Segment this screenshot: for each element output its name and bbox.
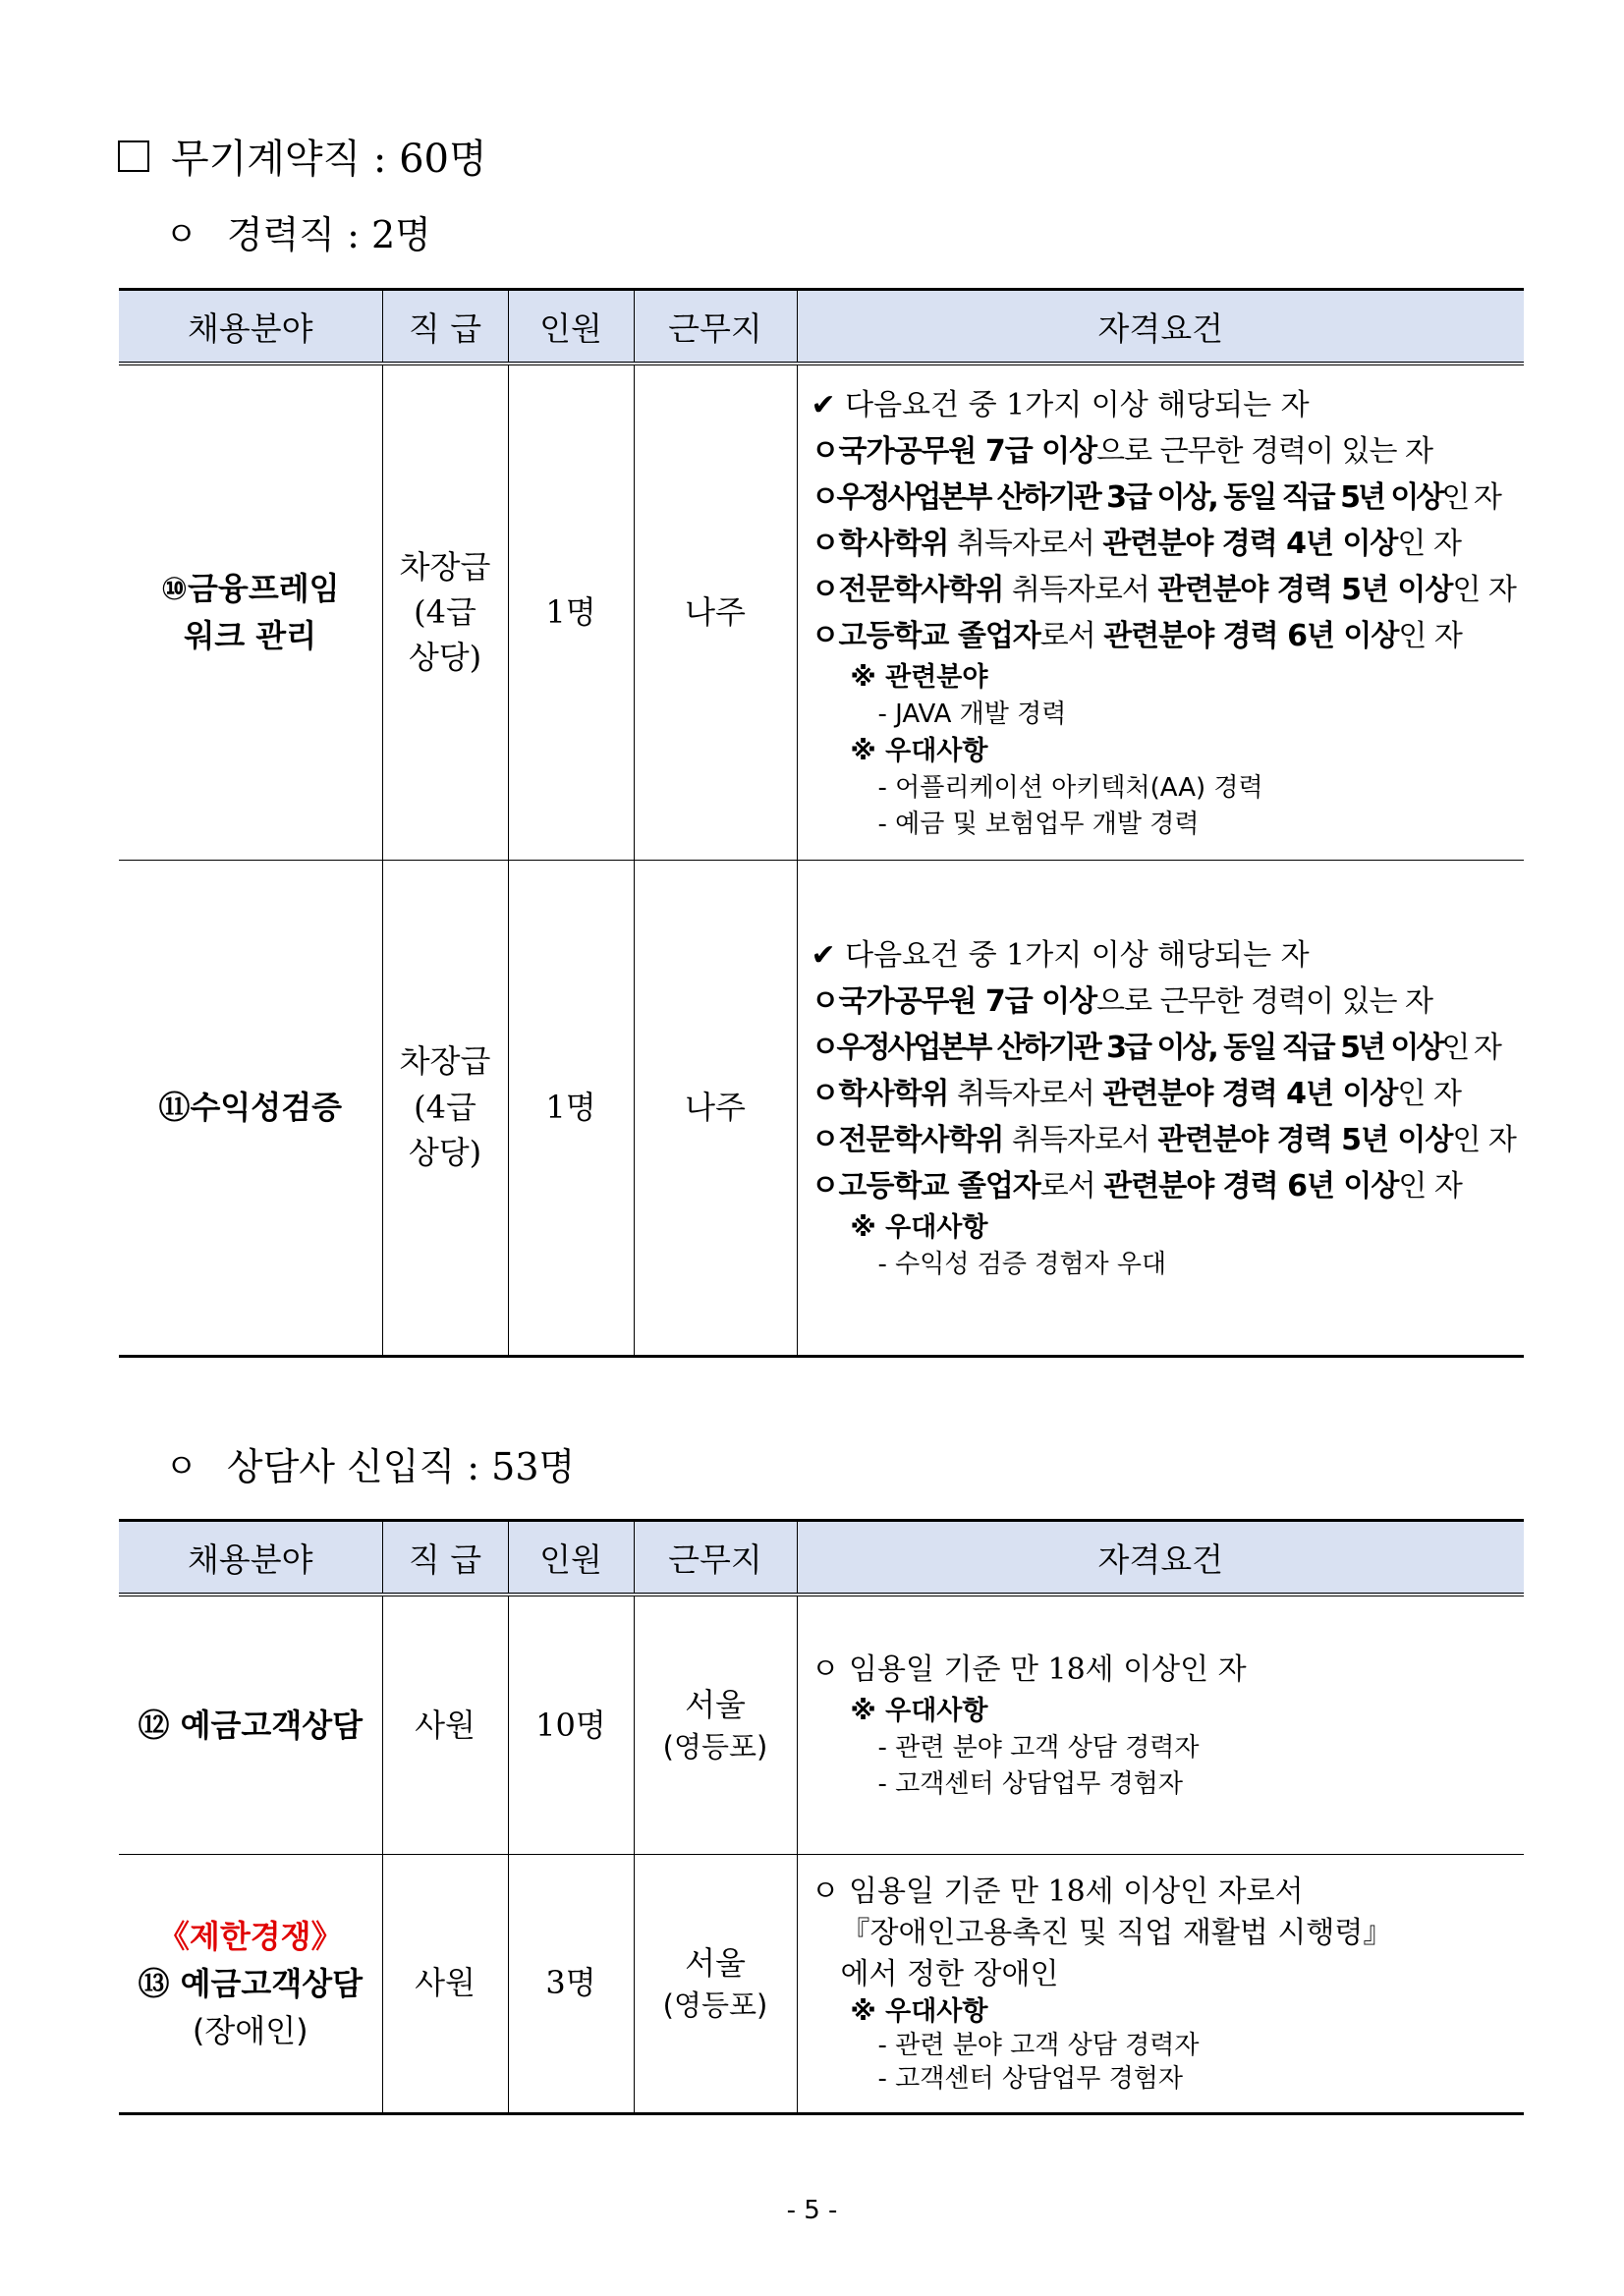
- header-field: 채용분야: [119, 1521, 382, 1596]
- subsection-heading-counselor: [165, 1436, 575, 1490]
- subsection-heading-text: 경력직 : 2명: [226, 213, 431, 256]
- grade-text: 차장급: [399, 1042, 491, 1081]
- grade-cell: 사원: [382, 1854, 508, 2113]
- header-location: 근무지: [634, 1521, 797, 1596]
- grade-text: 차장급: [399, 547, 491, 586]
- counselor-table: [119, 1519, 1524, 2115]
- field-cell: [119, 364, 382, 860]
- count-cell: 1명: [508, 364, 634, 860]
- grade-text-line3: 상당): [408, 1134, 482, 1172]
- table-row: [119, 1595, 1524, 1854]
- experienced-table: [119, 288, 1524, 1358]
- note-heading: ※ 우대사항: [850, 1211, 988, 1243]
- qualifications-cell: [797, 364, 1524, 860]
- header-count: 인원: [508, 1521, 634, 1596]
- note-item: - 관련 분야 고객 상담 경력자: [877, 1733, 1200, 1764]
- location-text-line2: (영등포): [662, 1988, 768, 2022]
- requirement-item: ㅇ고등학교 졸업자로서 관련분야 경력 6년 이상인 자: [811, 618, 1462, 653]
- note-item: - 어플리케이션 아키텍처(AA) 경력: [877, 772, 1263, 803]
- field-cell: ⑫ 예금고객상담: [119, 1595, 382, 1854]
- requirement-item: ㅇ국가공무원 7급 이상으로 근무한 경력이 있는 자: [811, 983, 1433, 1019]
- grade-cell: [382, 364, 508, 860]
- requirement-item: ㅇ 임용일 기준 만 18세 이상인 자로서: [811, 1874, 1304, 1909]
- requirement-intro: ✔ 다음요건 중 1가지 이상 해당되는 자: [811, 387, 1310, 422]
- subsection-heading-experienced: [165, 204, 431, 258]
- requirement-item: 『장애인고용촉진 및 직업 재활법 시행령』: [840, 1915, 1393, 1950]
- note-item: - 수익성 검증 경험자 우대: [877, 1249, 1167, 1279]
- note-heading: ※ 우대사항: [850, 1995, 988, 2027]
- field-name: ⑬ 예금고객상담: [138, 1964, 364, 2002]
- requirement-item: ㅇ 임용일 기준 만 18세 이상인 자: [811, 1652, 1247, 1688]
- note-item: - 고객센터 상담업무 경험자: [877, 1769, 1183, 1800]
- header-field: 채용분야: [119, 290, 382, 364]
- location-cell: [634, 1595, 797, 1854]
- subsection-heading-text: 상담사 신입직 : 53명: [226, 1445, 576, 1488]
- qualifications-cell: [797, 1595, 1524, 1854]
- table-header-row: [119, 1521, 1524, 1596]
- grade-cell: 사원: [382, 1595, 508, 1854]
- location-cell: 나주: [634, 860, 797, 1356]
- count-cell: 1명: [508, 860, 634, 1356]
- requirement-item: ㅇ우정사업본부 산하기관 3급 이상, 동일 직급 5년 이상인 자: [811, 479, 1499, 515]
- requirement-item: ㅇ학사학위 취득자로서 관련분야 경력 4년 이상인 자: [811, 526, 1461, 561]
- field-cell: ⑪수익성검증: [119, 860, 382, 1356]
- table-header-row: [119, 290, 1524, 364]
- location-cell: 나주: [634, 364, 797, 860]
- header-count: 인원: [508, 290, 634, 364]
- requirement-item: ㅇ전문학사학위 취득자로서 관련분야 경력 5년 이상인 자: [811, 1122, 1516, 1157]
- qualifications-cell: [797, 860, 1524, 1356]
- note-item: - JAVA 개발 경력: [877, 699, 1067, 729]
- requirement-item: 에서 정한 장애인: [840, 1956, 1059, 1991]
- table-row: [119, 1854, 1524, 2113]
- heading-text: 무기계약직 : 60명: [171, 137, 487, 182]
- header-qualifications: 자격요건: [797, 1521, 1524, 1596]
- location-text: 서울: [685, 1943, 746, 1982]
- requirement-item: ㅇ고등학교 졸업자로서 관련분야 경력 6년 이상인 자: [811, 1168, 1462, 1204]
- note-heading: ※ 관련분야: [850, 661, 988, 693]
- header-location: 근무지: [634, 290, 797, 364]
- note-heading: ※ 우대사항: [850, 1696, 988, 1727]
- header-grade: 직 급: [382, 290, 508, 364]
- header-qualifications: 자격요건: [797, 290, 1524, 364]
- location-cell: [634, 1854, 797, 2113]
- grade-text-line2: (4급: [414, 1088, 476, 1126]
- bullet-circle-icon: ㅇ: [165, 215, 197, 254]
- note-heading: ※ 우대사항: [850, 735, 988, 766]
- count-cell: 3명: [508, 1854, 634, 2113]
- note-item: - 예금 및 보험업무 개발 경력: [877, 809, 1200, 839]
- page-number: - 5 -: [786, 2196, 838, 2225]
- requirement-item: ㅇ우정사업본부 산하기관 3급 이상, 동일 직급 5년 이상인 자: [811, 1030, 1499, 1065]
- grade-text-line3: 상당): [408, 639, 482, 677]
- grade-text-line2: (4급: [414, 593, 476, 632]
- field-name-line2: 워크 관리: [184, 617, 317, 655]
- table-row: [119, 860, 1524, 1356]
- checkbox-square-icon: [118, 140, 149, 172]
- requirement-intro: ✔ 다음요건 중 1가지 이상 해당되는 자: [811, 937, 1310, 973]
- field-name-line2: (장애인): [192, 2011, 308, 2049]
- requirement-item: ㅇ전문학사학위 취득자로서 관련분야 경력 5년 이상인 자: [811, 572, 1516, 607]
- note-item: - 관련 분야 고객 상담 경력자: [877, 2030, 1200, 2060]
- limited-competition-label: 《제한경쟁》: [157, 1917, 343, 1955]
- bullet-circle-icon: ㅇ: [165, 1447, 197, 1486]
- count-cell: 10명: [508, 1595, 634, 1854]
- qualifications-cell: [797, 1854, 1524, 2113]
- table-row: [119, 364, 1524, 860]
- location-text: 서울: [685, 1686, 746, 1724]
- requirement-item: ㅇ학사학위 취득자로서 관련분야 경력 4년 이상인 자: [811, 1076, 1461, 1111]
- note-item: - 고객센터 상담업무 경험자: [877, 2063, 1183, 2094]
- grade-cell: [382, 860, 508, 1356]
- location-text-line2: (영등포): [662, 1729, 768, 1764]
- field-name: ⑩금융프레임: [160, 570, 340, 608]
- section-heading-permanent: [118, 128, 487, 184]
- requirement-item: ㅇ국가공무원 7급 이상으로 근무한 경력이 있는 자: [811, 433, 1433, 469]
- field-cell: [119, 1854, 382, 2113]
- header-grade: 직 급: [382, 1521, 508, 1596]
